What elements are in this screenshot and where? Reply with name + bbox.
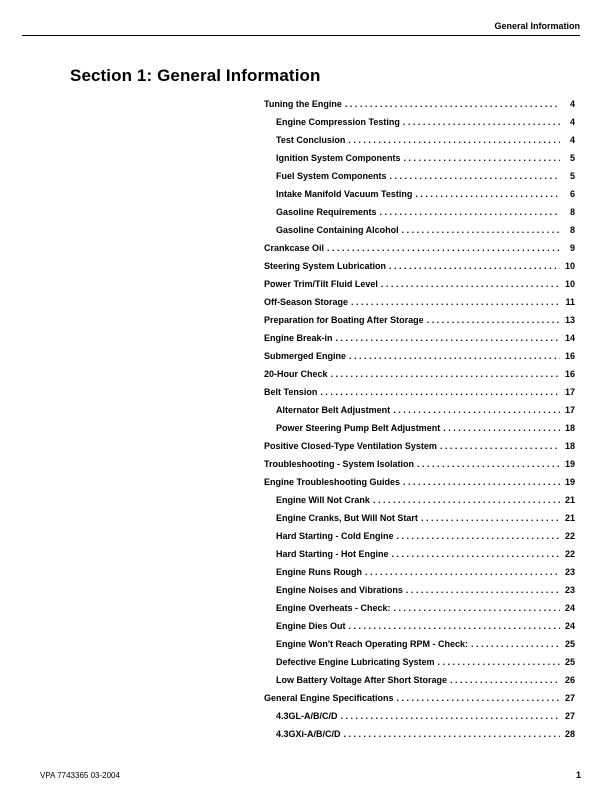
toc-entry[interactable] xyxy=(264,476,575,494)
toc-entry-page: 16 xyxy=(564,351,575,361)
toc-entry[interactable] xyxy=(264,242,575,260)
toc-entry[interactable] xyxy=(264,260,575,278)
toc-entry-page: 25 xyxy=(564,657,575,667)
toc-entry-page: 4 xyxy=(569,99,575,109)
toc-entry-title: Defective Engine Lubricating System xyxy=(276,657,435,667)
toc-entry-title: Steering System Lubrication xyxy=(264,261,387,271)
toc-entry-title: Engine Dies Out xyxy=(276,621,346,631)
toc-entry[interactable] xyxy=(264,674,575,692)
toc-dot-leader xyxy=(344,728,560,740)
toc-dot-leader xyxy=(397,530,560,542)
toc-entry[interactable] xyxy=(264,602,575,620)
toc-entry-title: Power Steering Pump Belt Adjustment xyxy=(276,423,441,433)
table-of-contents xyxy=(264,98,575,746)
toc-dot-leader xyxy=(341,710,560,722)
toc-entry-title: Engine Compression Testing xyxy=(276,117,400,127)
toc-entry[interactable] xyxy=(264,728,575,746)
toc-dot-leader xyxy=(403,476,560,488)
toc-entry-page: 28 xyxy=(564,729,575,739)
toc-entry-title: Off-Season Storage xyxy=(264,297,349,307)
toc-entry[interactable] xyxy=(264,350,575,368)
toc-dot-leader xyxy=(389,260,560,272)
toc-entry-title: Engine Won't Reach Operating RPM - Check: xyxy=(276,639,468,649)
toc-entry-page: 22 xyxy=(564,531,575,541)
toc-entry[interactable] xyxy=(264,494,575,512)
toc-entry-title: Engine Cranks, But Will Not Start xyxy=(276,513,418,523)
toc-entry[interactable] xyxy=(264,296,575,314)
toc-entry-page: 10 xyxy=(564,279,575,289)
toc-entry-page: 19 xyxy=(564,459,575,469)
toc-entry[interactable] xyxy=(264,332,575,350)
toc-entry-page: 16 xyxy=(564,369,575,379)
toc-entry-title: Gasoline Requirements xyxy=(276,207,377,217)
toc-entry-page: 4 xyxy=(569,135,575,145)
toc-entry-title: Submerged Engine xyxy=(264,351,347,361)
toc-dot-leader xyxy=(402,224,560,236)
toc-entry-title: Intake Manifold Vacuum Testing xyxy=(276,189,413,199)
toc-entry-title: Engine Runs Rough xyxy=(276,567,362,577)
toc-dot-leader xyxy=(443,422,560,434)
toc-entry[interactable] xyxy=(264,422,575,440)
toc-entry-page: 18 xyxy=(564,423,575,433)
toc-entry[interactable] xyxy=(264,638,575,656)
toc-dot-leader xyxy=(345,98,560,110)
toc-entry[interactable] xyxy=(264,656,575,674)
toc-entry-page: 17 xyxy=(564,405,575,415)
toc-entry[interactable] xyxy=(264,404,575,422)
toc-entry[interactable] xyxy=(264,314,575,332)
document-id: VPA 7743365 03-2004 xyxy=(40,771,120,780)
toc-dot-leader xyxy=(393,404,560,416)
toc-dot-leader xyxy=(403,116,560,128)
toc-dot-leader xyxy=(349,350,560,362)
toc-dot-leader xyxy=(394,602,560,614)
toc-entry-page: 19 xyxy=(564,477,575,487)
toc-entry[interactable] xyxy=(264,152,575,170)
running-header: General Information xyxy=(22,21,580,36)
toc-dot-leader xyxy=(471,638,560,650)
toc-dot-leader xyxy=(438,656,560,668)
toc-entry-page: 13 xyxy=(564,315,575,325)
toc-dot-leader xyxy=(327,242,560,254)
toc-entry[interactable] xyxy=(264,620,575,638)
toc-dot-leader xyxy=(450,674,560,686)
toc-entry-title: Hard Starting - Cold Engine xyxy=(276,531,394,541)
toc-entry-title: Gasoline Containing Alcohol xyxy=(276,225,399,235)
toc-entry[interactable] xyxy=(264,188,575,206)
toc-entry[interactable] xyxy=(264,170,575,188)
toc-entry-page: 10 xyxy=(564,261,575,271)
toc-entry[interactable] xyxy=(264,278,575,296)
toc-entry-title: Ignition System Components xyxy=(276,153,401,163)
toc-entry-page: 5 xyxy=(569,171,575,181)
toc-entry[interactable] xyxy=(264,548,575,566)
toc-entry-title: Positive Closed-Type Ventilation System xyxy=(264,441,437,451)
toc-entry-page: 9 xyxy=(569,243,575,253)
toc-entry[interactable] xyxy=(264,530,575,548)
toc-entry-page: 22 xyxy=(564,549,575,559)
toc-entry[interactable] xyxy=(264,386,575,404)
toc-dot-leader xyxy=(336,332,560,344)
toc-dot-leader xyxy=(373,494,560,506)
toc-entry[interactable] xyxy=(264,224,575,242)
toc-entry[interactable] xyxy=(264,440,575,458)
toc-entry-title: Preparation for Boating After Storage xyxy=(264,315,424,325)
toc-dot-leader xyxy=(417,458,560,470)
toc-dot-leader xyxy=(349,620,560,632)
toc-dot-leader xyxy=(406,584,560,596)
toc-entry-page: 24 xyxy=(564,621,575,631)
toc-entry-title: Low Battery Voltage After Short Storage xyxy=(276,675,448,685)
toc-entry-title: Alternator Belt Adjustment xyxy=(276,405,391,415)
toc-entry-title: Crankcase Oil xyxy=(264,243,325,253)
toc-dot-leader xyxy=(390,170,560,182)
toc-entry-title: Belt Tension xyxy=(264,387,318,397)
toc-entry-page: 11 xyxy=(565,297,575,307)
toc-entry-title: 20-Hour Check xyxy=(264,369,328,379)
toc-entry[interactable] xyxy=(264,98,575,116)
toc-entry-page: 8 xyxy=(569,225,575,235)
toc-entry-title: Engine Will Not Crank xyxy=(276,495,370,505)
toc-entry-title: Engine Overheats - Check: xyxy=(276,603,391,613)
toc-entry[interactable] xyxy=(264,566,575,584)
toc-entry-title: Test Conclusion xyxy=(276,135,346,145)
toc-entry-page: 6 xyxy=(569,189,575,199)
toc-dot-leader xyxy=(421,512,560,524)
page-number: 1 xyxy=(575,770,581,780)
toc-entry-page: 21 xyxy=(564,495,575,505)
toc-dot-leader xyxy=(380,206,560,218)
toc-entry[interactable] xyxy=(264,710,575,728)
toc-entry-page: 17 xyxy=(564,387,575,397)
toc-entry-title: 4.3GL-A/B/C/D xyxy=(276,711,338,721)
toc-entry[interactable] xyxy=(264,134,575,152)
toc-entry-title: Engine Break-in xyxy=(264,333,333,343)
toc-entry-title: 4.3GXi-A/B/C/D xyxy=(276,729,341,739)
toc-dot-leader xyxy=(440,440,560,452)
toc-entry-title: Fuel System Components xyxy=(276,171,387,181)
toc-entry[interactable] xyxy=(264,692,575,710)
toc-entry-title: Engine Noises and Vibrations xyxy=(276,585,403,595)
toc-entry[interactable] xyxy=(264,206,575,224)
toc-dot-leader xyxy=(427,314,560,326)
toc-entry-page: 14 xyxy=(564,333,575,343)
toc-entry-page: 18 xyxy=(564,441,575,451)
toc-entry-page: 27 xyxy=(564,711,575,721)
toc-entry[interactable] xyxy=(264,512,575,530)
toc-entry[interactable] xyxy=(264,368,575,386)
toc-dot-leader xyxy=(351,296,560,308)
toc-entry-page: 8 xyxy=(569,207,575,217)
toc-entry-page: 23 xyxy=(564,585,575,595)
toc-dot-leader xyxy=(348,134,560,146)
toc-entry-page: 25 xyxy=(564,639,575,649)
toc-dot-leader xyxy=(381,278,560,290)
toc-entry-page: 5 xyxy=(569,153,575,163)
toc-entry-title: General Engine Specifications xyxy=(264,693,394,703)
toc-entry-page: 27 xyxy=(564,693,575,703)
toc-entry-title: Tuning the Engine xyxy=(264,99,342,109)
toc-entry-title: Power Trim/Tilt Fluid Level xyxy=(264,279,378,289)
section-title: Section 1: General Information xyxy=(70,66,321,85)
toc-entry[interactable] xyxy=(264,584,575,602)
toc-dot-leader xyxy=(331,368,560,380)
toc-dot-leader xyxy=(404,152,560,164)
toc-dot-leader xyxy=(397,692,560,704)
toc-entry-title: Hard Starting - Hot Engine xyxy=(276,549,389,559)
toc-entry-page: 24 xyxy=(564,603,575,613)
toc-dot-leader xyxy=(320,386,560,398)
toc-entry-page: 4 xyxy=(569,117,575,127)
toc-dot-leader xyxy=(415,188,560,200)
toc-entry-title: Engine Troubleshooting Guides xyxy=(264,477,401,487)
toc-entry-page: 21 xyxy=(564,513,575,523)
toc-entry[interactable] xyxy=(264,458,575,476)
toc-dot-leader xyxy=(392,548,561,560)
toc-entry-page: 26 xyxy=(564,675,575,685)
toc-entry[interactable] xyxy=(264,116,575,134)
toc-dot-leader xyxy=(365,566,560,578)
toc-entry-title: Troubleshooting - System Isolation xyxy=(264,459,415,469)
toc-entry-page: 23 xyxy=(564,567,575,577)
